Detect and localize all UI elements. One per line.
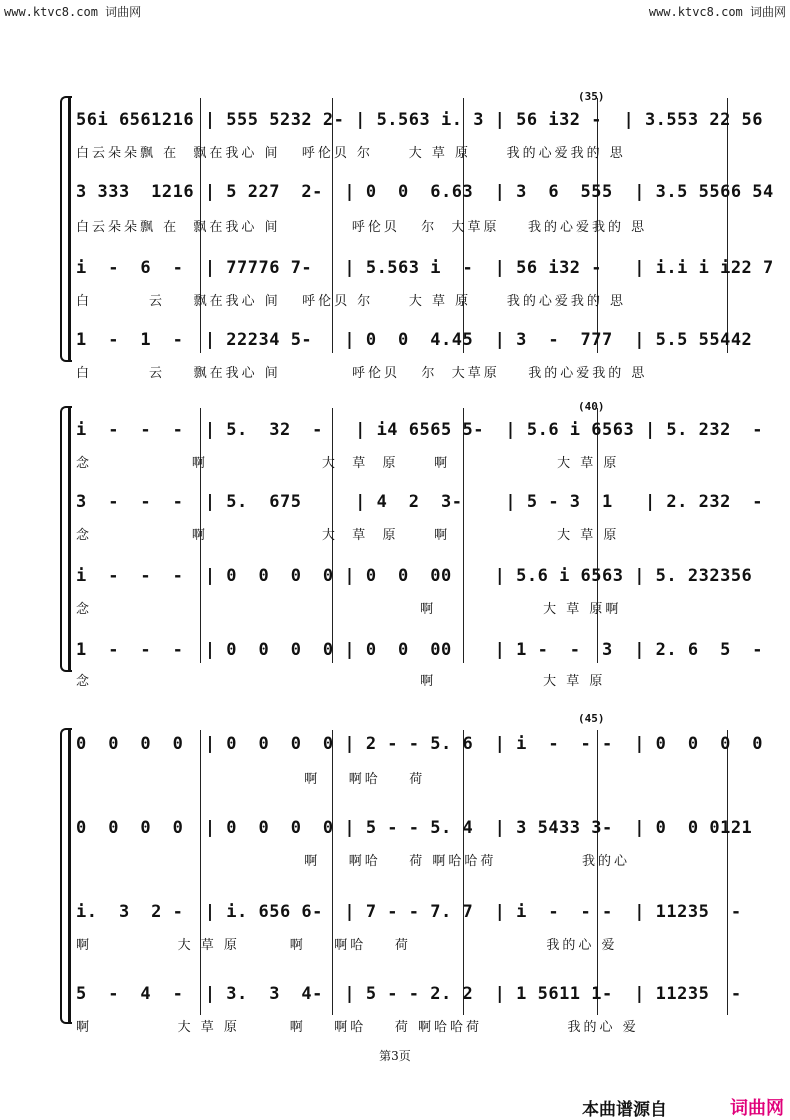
notes-part-2: 3 333 1216 | 5 227 2- | 0 0 6.63 | 3 6 555 | 3.5 5566 54	[76, 182, 774, 202]
notes-part-3: i - - - | 0 0 0 0 | 0 0 00 | 5.6 i 6563 | 5. 232356	[76, 566, 753, 586]
measure-number: (35)	[578, 90, 605, 103]
lyrics-part-3: 白 云 飘在我心 间 呼伦贝 尔 大 草 原 我的心爱我的 思	[76, 294, 626, 309]
measure-number: (40)	[578, 400, 605, 413]
score-system-2	[0, 400, 790, 700]
lyrics-part-4: 念 啊 大 草 原	[76, 674, 606, 689]
score-system-3	[0, 712, 790, 1035]
system-brace	[60, 728, 72, 1024]
brand-link[interactable]: 词曲网	[730, 1098, 784, 1119]
lyrics-part-3: 啊 大 草 原 啊 啊哈 荷 我的心 爱	[76, 938, 618, 953]
barline	[597, 730, 598, 1015]
barline	[727, 98, 728, 353]
lyrics-part-1: 念 啊 大 草 原 啊 大 草 原	[76, 456, 620, 471]
system-brace	[60, 96, 72, 362]
page-number: 第3页	[379, 1049, 411, 1063]
notes-part-4: 5 - 4 - | 3. 3 4- | 5 - - 2. 2 | 1 5611 1- | 11235 -	[76, 984, 742, 1004]
notes-part-2: 3 - - - | 5. 675 | 4 2 3- | 5 - 3 1 | 2. 232 -	[76, 492, 764, 512]
source-label: 本曲谱源自	[582, 1100, 667, 1120]
lyrics-part-4: 啊 大 草 原 啊 啊哈 荷 啊哈哈荷 我的心 爱	[76, 1020, 639, 1035]
lyrics-part-2: 白云朵朵飘 在 飘在我心 间 呼伦贝 尔 大草原 我的心爱我的 思	[76, 220, 648, 235]
system-brace	[60, 406, 72, 672]
notes-part-4: 1 - 1 - | 22234 5- | 0 0 4.45 | 3 - 777 | 5.5 55442	[76, 330, 753, 350]
notes-part-2: 0 0 0 0 | 0 0 0 0 | 5 - - 5. 4 | 3 5433 3- | 0 0 0121	[76, 818, 753, 838]
lyrics-part-3: 念 啊 大 草 原啊	[76, 602, 622, 617]
notes-part-3: i. 3 2 - | i. 656 6- | 7 - - 7. 7 | i - - - | 11235 -	[76, 902, 742, 922]
barline	[727, 730, 728, 1015]
lyrics-part-1: 白云朵朵飘 在 飘在我心 间 呼伦贝 尔 大 草 原 我的心爱我的 思	[76, 146, 626, 161]
lyrics-part-2: 啊 啊哈 荷 啊哈哈荷 我的心	[76, 854, 631, 869]
notes-part-1: 0 0 0 0 | 0 0 0 0 | 2 - - 5. 6 | i - - - | 0 0 0 0	[76, 734, 764, 754]
header-right-watermark: www.ktvc8.com 词曲网	[648, 5, 786, 19]
lyrics-part-4: 白 云 飘在我心 间 呼伦贝 尔 大草原 我的心爱我的 思	[76, 366, 648, 381]
lyrics-part-1: 啊 啊哈 荷	[76, 772, 426, 787]
header-left-watermark: www.ktvc8.com 词曲网	[4, 5, 142, 19]
score-system-1	[0, 90, 790, 390]
barline	[463, 730, 464, 1015]
measure-number: (45)	[578, 712, 605, 725]
notes-part-1: 56i 6561216 | 555 5232 2- | 5.563 i. 3 | 56 i32 - | 3.553 22 56	[76, 110, 764, 130]
lyrics-part-2: 念 啊 大 草 原 啊 大 草 原	[76, 528, 620, 543]
notes-part-3: i - 6 - | 77776 7- | 5.563 i - | 56 i32 - | i.i i i22 7	[76, 258, 774, 278]
notes-part-4: 1 - - - | 0 0 0 0 | 0 0 00 | 1 - - 3 | 2. 6 5 -	[76, 640, 764, 660]
notes-part-1: i - - - | 5. 32 - | i4 6565 5- | 5.6 i 6563 | 5. 232 -	[76, 420, 764, 440]
